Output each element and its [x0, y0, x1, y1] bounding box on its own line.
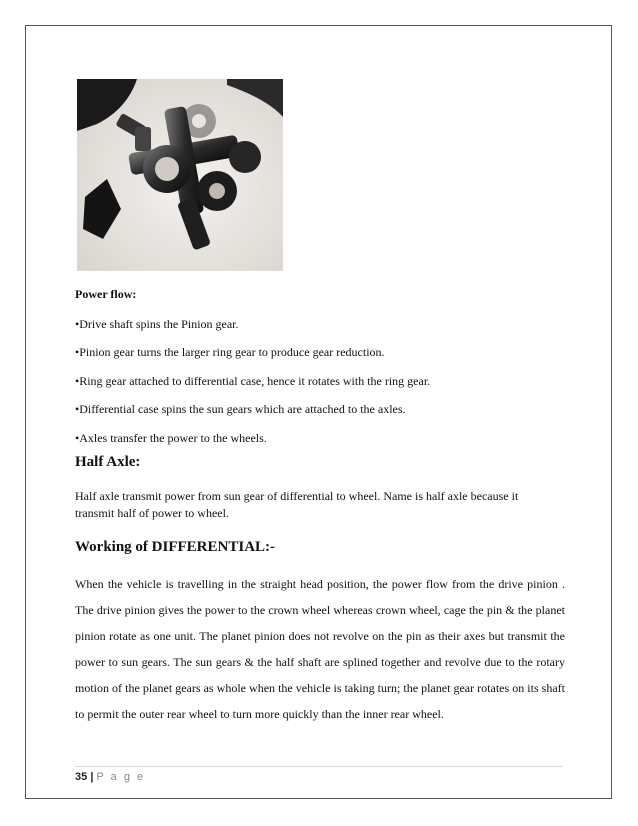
half-axle-line-1: Half axle transmit power from sun gear of differential to wheel. Name is half axle because it [75, 489, 519, 503]
half-axle-heading: Half Axle: [75, 454, 141, 470]
power-flow-item: •Pinion gear turns the larger ring gear to produce gear reduction. [75, 345, 385, 359]
power-flow-item: •Axles transfer the power to the wheels. [75, 431, 267, 445]
power-flow-item: •Differential case spins the sun gears which are attached to the axles. [75, 402, 406, 416]
gears-illustration [77, 79, 283, 271]
working-paragraph: When the vehicle is travelling in the straight head position, the power flow from the drive pinion . The drive pinion gives the power to the crown wheel whereas crown wheel, cage the pin & the planet pinion rotate as one unit. The planet pinion does not revolve on the pin as their axes but transmit the power to sun gears. The sun gears & the half shaft are splined together and revolve due to the rotary motion of the planet gears as whole when the vehicle is taking turn; the planet gear rotates on its shaft to permit the outer rear wheel to turn more quickly than the inner rear wheel. [75, 577, 565, 721]
power-flow-item: •Ring gear attached to differential case, hence it rotates with the ring gear. [75, 374, 431, 388]
working-heading: Working of DIFFERENTIAL:- [75, 539, 276, 555]
footer-divider [75, 766, 563, 767]
page-footer [75, 771, 145, 783]
half-axle-line-2: transmit half of power to wheel. [75, 506, 229, 520]
power-flow-item: •Drive shaft spins the Pinion gear. [75, 317, 239, 331]
differential-gears-photo [77, 79, 283, 271]
footer-separator: | [90, 771, 94, 783]
page-number: 35 [75, 771, 88, 783]
power-flow-title: Power flow: [75, 287, 137, 301]
page-label: P a g e [96, 771, 146, 783]
